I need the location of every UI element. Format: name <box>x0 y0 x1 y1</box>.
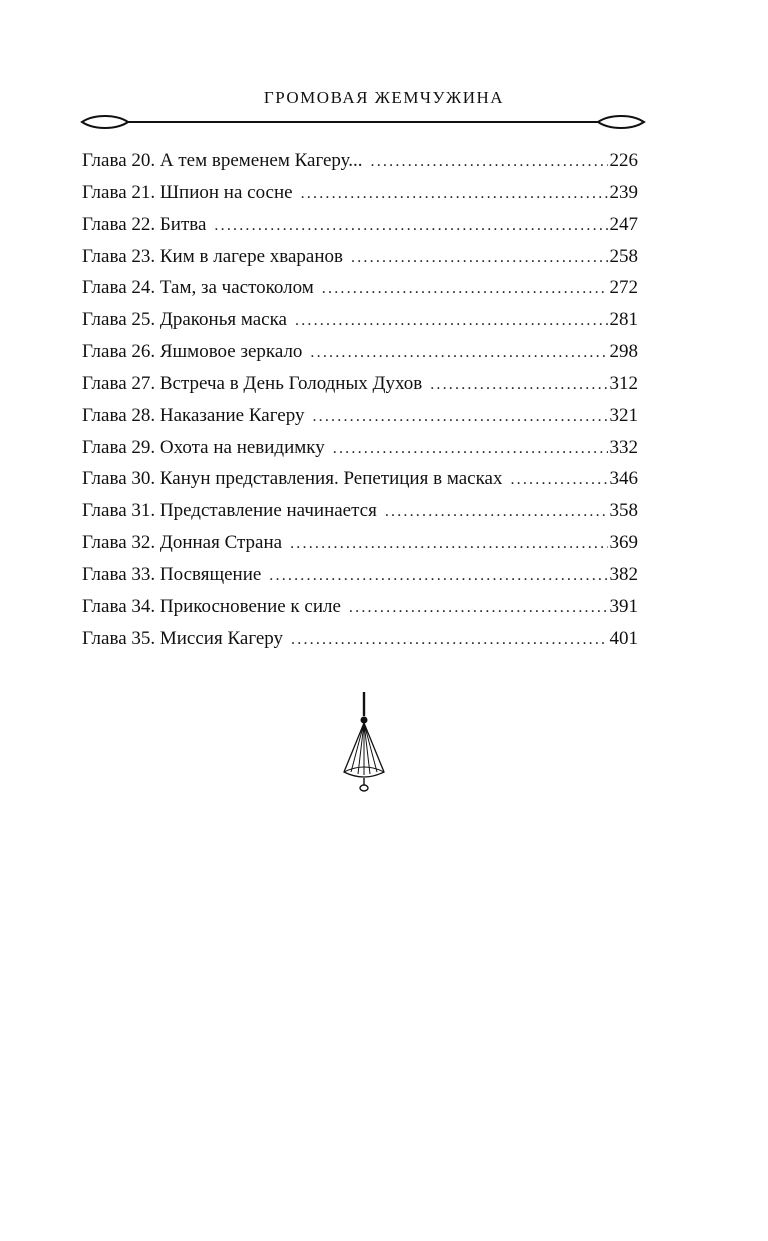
toc-entry-title: Глава 22. Битва <box>82 213 207 235</box>
ornamental-rule-icon <box>80 110 646 134</box>
toc-entry <box>82 145 638 177</box>
table-of-contents <box>82 145 638 655</box>
toc-dot-leader <box>269 560 607 592</box>
page-header-title: ГРОМОВАЯ ЖЕМЧУЖИНА <box>263 88 505 107</box>
toc-dot-leader <box>291 624 607 656</box>
toc-entry <box>82 368 638 400</box>
toc-dot-leader <box>385 496 608 528</box>
toc-entry <box>82 463 638 495</box>
toc-entry-page-number: 298 <box>609 341 638 363</box>
toc-entry <box>82 177 638 209</box>
toc-entry-title: Глава 25. Драконья маска <box>82 309 287 331</box>
toc-entry-page-number: 281 <box>609 309 638 331</box>
toc-dot-leader <box>290 528 607 560</box>
toc-dot-leader <box>371 146 608 178</box>
toc-entry <box>82 527 638 559</box>
toc-dot-leader <box>312 401 607 433</box>
toc-entry-title: Глава 35. Миссия Кагеру <box>82 627 284 649</box>
toc-entry-page-number: 401 <box>609 627 638 649</box>
toc-entry <box>82 400 638 432</box>
toc-dot-leader <box>430 369 607 401</box>
toc-dot-leader <box>322 273 608 305</box>
toc-entry-page-number: 226 <box>609 150 638 171</box>
toc-dot-leader <box>310 337 607 369</box>
toc-entry-page-number: 332 <box>609 436 638 458</box>
toc-entry-title: Глава 32. Донная Страна <box>82 532 283 554</box>
toc-entry-title: Глава 23. Ким в лагере хваранов <box>82 245 344 267</box>
toc-entry-page-number: 382 <box>609 563 638 585</box>
toc-entry-title: Глава 24. Там, за частоколом <box>82 277 314 299</box>
toc-entry <box>82 495 638 527</box>
toc-entry <box>82 209 638 241</box>
toc-entry-page-number: 239 <box>609 181 638 203</box>
toc-dot-leader <box>214 210 607 242</box>
toc-entry-title: Глава 27. Встреча в День Голодных Духов <box>82 372 423 394</box>
toc-entry-page-number: 272 <box>609 277 638 299</box>
toc-entry <box>82 272 638 304</box>
toc-entry-page-number: 346 <box>609 468 638 490</box>
toc-entry-title: Глава 33. Посвящение <box>82 563 262 585</box>
toc-entry-page-number: 258 <box>609 245 638 267</box>
toc-entry-title: Глава 28. Наказание Кагеру <box>82 404 305 426</box>
toc-entry-page-number: 247 <box>609 213 638 235</box>
toc-entry <box>82 623 638 655</box>
toc-entry <box>82 336 638 368</box>
toc-dot-leader <box>510 464 607 496</box>
tassel-ornament-icon <box>336 692 392 794</box>
toc-entry-page-number: 321 <box>609 404 638 426</box>
toc-entry <box>82 304 638 336</box>
toc-entry-page-number: 358 <box>609 500 638 522</box>
toc-dot-leader <box>351 242 607 274</box>
toc-entry <box>82 559 638 591</box>
toc-entry-title: Глава 26. Яшмовое зеркало <box>82 341 303 363</box>
toc-dot-leader <box>333 433 608 465</box>
toc-dot-leader <box>301 178 608 210</box>
toc-entry-title: Глава 30. Канун представления. Репетиция в масках <box>82 468 503 490</box>
toc-dot-leader <box>295 305 608 337</box>
toc-entry-title: Глава 20. А тем временем Кагеру... <box>82 150 363 171</box>
toc-entry-page-number: 391 <box>609 595 638 617</box>
toc-dot-leader <box>349 592 608 624</box>
toc-entry-title: Глава 31. Представление начинается <box>82 500 377 522</box>
toc-entry-page-number: 369 <box>609 532 638 554</box>
toc-entry <box>82 241 638 273</box>
toc-entry <box>82 432 638 464</box>
toc-entry-title: Глава 34. Прикосновение к силе <box>82 595 341 617</box>
toc-entry <box>82 591 638 623</box>
toc-entry-title: Глава 21. Шпион на сосне <box>82 181 293 203</box>
toc-entry-title: Глава 29. Охота на невидимку <box>82 436 325 458</box>
toc-entry-page-number: 312 <box>609 372 638 394</box>
